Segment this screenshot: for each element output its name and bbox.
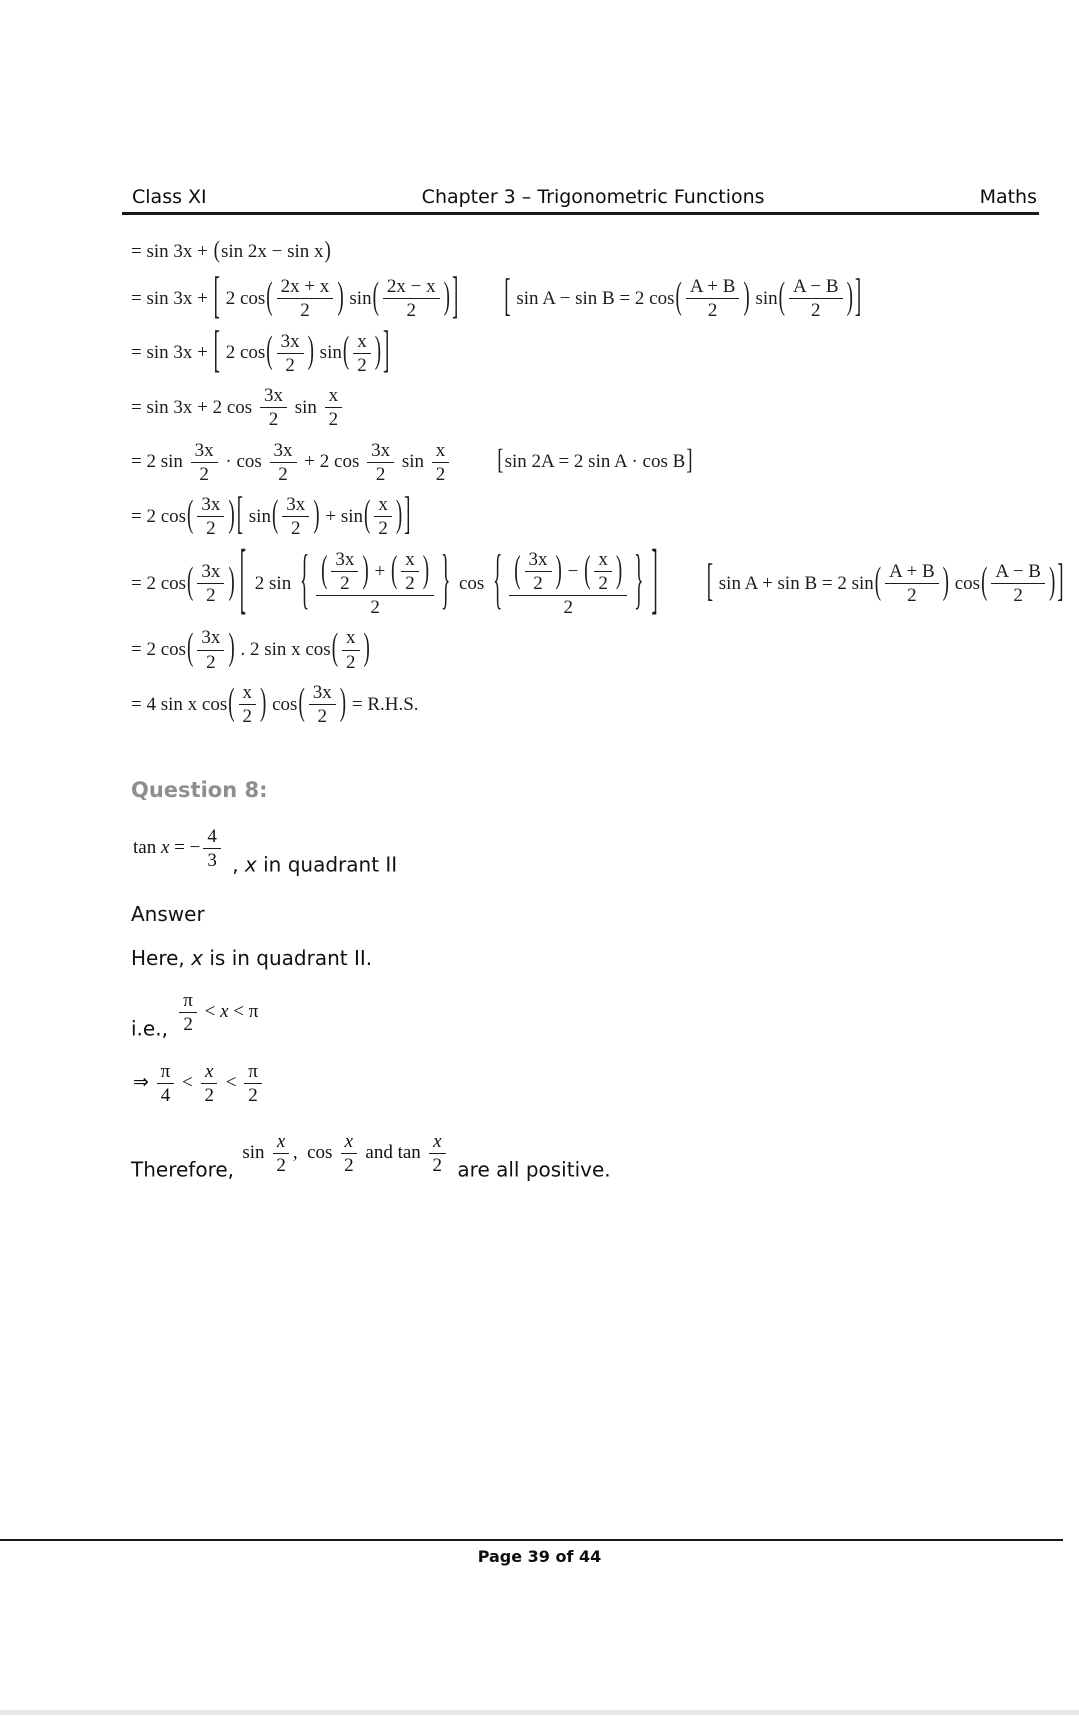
stretchy-bracket: ( — [390, 549, 398, 592]
derivation-row — [131, 489, 1059, 540]
math-text: 2 sin — [250, 572, 296, 594]
stretchy-bracket: ( — [187, 560, 194, 603]
math-text: sin — [244, 505, 271, 527]
math-text: 2 cos — [220, 342, 266, 364]
math-text: < — [177, 1071, 198, 1093]
stretchy-bracket: ] — [451, 268, 459, 325]
math-text: , — [225, 852, 245, 877]
answer-line-implies — [131, 1061, 1059, 1112]
math-text: + — [369, 560, 390, 582]
math-text: x — [220, 1001, 229, 1023]
stretchy-bracket: ) — [228, 627, 235, 670]
math-text: sin — [344, 287, 372, 309]
fraction: $\frac{3x}{2}$ — [197, 561, 224, 607]
stretchy-bracket: { — [493, 544, 503, 618]
fraction: $\frac{3x}{2}$ — [282, 494, 309, 540]
fraction: $\frac{3x}{2}$ — [525, 549, 552, 595]
math-text: sin 2A = 2 sin A · cos B — [504, 451, 686, 473]
fraction: $\frac{x}{2}$ — [325, 385, 343, 431]
fraction: $\frac{3x}{2}$ — [197, 494, 224, 540]
math-text: = 4 sin x cos — [131, 693, 228, 715]
equation-step — [131, 682, 419, 728]
math-text: 2 cos — [220, 287, 266, 309]
stretchy-bracket: ( — [266, 330, 273, 373]
math-text: sin 2x − sin x — [220, 241, 324, 262]
stretchy-bracket: ( — [187, 627, 194, 670]
math-text: + sin — [320, 505, 364, 527]
math-text: x — [276, 1131, 286, 1153]
math-text: x — [160, 836, 170, 858]
stretchy-bracket: { — [299, 544, 310, 618]
math-text: = sin 3x + — [131, 287, 213, 309]
stretchy-bracket: ( — [675, 275, 682, 318]
stretchy-bracket: [ — [213, 322, 220, 380]
page-number: Page 39 of 44 — [477, 1547, 602, 1566]
stretchy-bracket: ( — [266, 275, 273, 318]
stretchy-bracket: ) — [228, 493, 235, 536]
header-chapter-title: Chapter 3 – Trigonometric Functions — [421, 186, 765, 208]
derivation-row — [131, 627, 1059, 673]
derivation-row — [131, 385, 1059, 431]
question-given-line — [131, 826, 1059, 877]
fraction: $\frac{x}{2}$ — [374, 494, 392, 540]
equation-step — [131, 489, 412, 540]
stretchy-bracket: [ — [504, 271, 511, 322]
stretchy-bracket: ) — [743, 275, 750, 318]
stretchy-bracket: ] — [686, 444, 693, 477]
fraction: $\frac{x}{2}$ — [432, 440, 450, 486]
stretchy-bracket: ) — [1048, 560, 1056, 603]
derivation-row — [131, 268, 1059, 325]
fraction: $\frac{\pi}{2}$ — [244, 1061, 262, 1107]
math-text: sin — [314, 342, 342, 364]
stretchy-bracket: ( — [331, 627, 339, 670]
math-text: in quadrant II — [256, 852, 398, 877]
stretchy-bracket: [ — [213, 268, 220, 325]
fraction: $\frac{3x}{2}$ — [260, 385, 287, 431]
math-text: = R.H.S. — [347, 693, 419, 715]
answer-line-therefore — [131, 1131, 1059, 1182]
math-text: = − — [169, 836, 201, 858]
math-text: is in quadrant II. — [203, 946, 373, 971]
stretchy-bracket: ) — [615, 549, 623, 592]
page-content — [131, 236, 1064, 1182]
math-text: tan — [133, 836, 161, 858]
equation-step — [131, 536, 662, 625]
math-text: sin — [242, 1142, 270, 1164]
math-text: = 2 cos — [131, 505, 187, 527]
footer-rule — [0, 1539, 1063, 1541]
fraction: $\frac{x}{2}$ — [342, 627, 360, 673]
inline-math — [131, 826, 226, 872]
fraction: $\frac{3x}{2}$ — [309, 682, 336, 728]
fraction: $\frac{3x}{2}$ — [331, 549, 358, 595]
page-header — [122, 186, 1039, 215]
stretchy-bracket: ( — [321, 549, 328, 592]
stretchy-bracket: ( — [364, 493, 371, 536]
math-text: , cos — [292, 1142, 338, 1164]
math-text: cos — [267, 693, 298, 715]
fraction: $\frac{x}{2}$ — [353, 331, 371, 377]
stretchy-bracket: ) — [942, 560, 949, 603]
stretchy-bracket: ( — [342, 330, 350, 373]
fraction: $\frac{3x}{2}$ — [277, 331, 304, 377]
equation-step — [131, 322, 390, 380]
math-text: · cos — [220, 451, 267, 473]
fraction: $\frac{x}{2}$ — [594, 549, 612, 595]
derivation-row — [131, 322, 1059, 380]
fraction: $\frac{3x}{2}$ — [367, 440, 394, 486]
stretchy-bracket: } — [441, 544, 451, 618]
math-text: Here, — [131, 946, 192, 971]
math-text: x — [205, 1060, 214, 1082]
equation-step — [131, 385, 345, 431]
stretchy-bracket: ( — [298, 681, 305, 724]
math-text: x — [344, 1131, 354, 1153]
math-text: + 2 cos — [299, 451, 365, 473]
math-text: = 2 sin — [131, 451, 188, 473]
math-text: cos — [454, 572, 490, 594]
fraction: $\frac{2x + x}{2}$ — [277, 276, 334, 322]
stretchy-bracket: ( — [514, 549, 521, 592]
math-text: sin — [289, 396, 322, 418]
stretchy-bracket: ( — [228, 681, 235, 724]
stretchy-bracket: ( — [271, 493, 279, 536]
stretchy-bracket: ) — [307, 330, 314, 373]
derivation-block — [131, 236, 1064, 728]
math-text: sin — [397, 451, 429, 473]
stretchy-bracket: [ — [236, 489, 244, 540]
math-text: = sin 3x + — [131, 342, 213, 364]
math-text: and tan — [360, 1142, 426, 1164]
stretchy-bracket: ] — [854, 271, 862, 322]
math-text: = sin 3x + 2 cos — [131, 396, 257, 418]
stretchy-bracket: ( — [584, 549, 591, 592]
stretchy-bracket: ] — [404, 489, 411, 540]
fraction: $\frac{A + B}{2}$ — [686, 276, 740, 322]
stretchy-bracket: ) — [260, 681, 267, 724]
math-text: = 2 cos — [131, 639, 187, 661]
answer-line-ie — [131, 990, 1059, 1041]
fraction: $\frac{x}{2}$ — [200, 1061, 218, 1107]
stretchy-bracket: ) — [846, 275, 853, 318]
math-text: < — [199, 1001, 221, 1023]
math-text: Therefore, — [131, 1157, 241, 1182]
stretchy-bracket: ) — [395, 493, 403, 536]
inline-math — [240, 1131, 451, 1177]
fraction: $\frac{x}{2}$ — [429, 1131, 447, 1177]
stretchy-bracket: ) — [422, 549, 430, 592]
stretchy-bracket: ) — [362, 549, 369, 592]
math-text: x — [433, 1131, 442, 1153]
fraction: $\frac{x}{2}$ — [272, 1131, 290, 1177]
math-text: x — [191, 946, 203, 971]
math-text: = sin 3x + — [131, 241, 213, 262]
math-text: sin — [750, 287, 778, 309]
identity-note — [706, 556, 1065, 607]
stretchy-bracket: ) — [555, 549, 562, 592]
question-heading: Question 8: — [131, 777, 268, 802]
fraction: ( $\frac{3x}{2}$ ) − ( $\frac{x}{2}$ ) 2 — [509, 549, 627, 619]
stretchy-bracket: ( — [981, 560, 988, 603]
fraction: $\frac{3x}{2}$ — [270, 440, 297, 486]
fraction: $\frac{A - B}{2}$ — [991, 561, 1045, 607]
fraction: $\frac{\pi}{2}$ — [179, 990, 197, 1036]
math-text: x — [244, 852, 257, 877]
answer-label: Answer — [131, 902, 205, 927]
stretchy-bracket: ( — [778, 275, 785, 318]
stretchy-bracket: [ — [239, 536, 247, 625]
equation-step — [131, 440, 452, 486]
math-text: are all positive. — [451, 1157, 611, 1182]
header-subject-label: Maths — [979, 186, 1037, 208]
fraction: $\frac{3x}{2}$ — [191, 440, 218, 486]
math-text: . 2 sin x cos — [235, 639, 331, 661]
inline-math — [174, 990, 260, 1036]
stretchy-bracket: [ — [706, 556, 714, 607]
fraction: $\frac{\pi}{4}$ — [157, 1061, 175, 1107]
math-text: sin A − sin B = 2 cos — [511, 287, 675, 309]
page-bottom-edge — [0, 1710, 1079, 1715]
header-class-label: Class XI — [132, 186, 207, 208]
fraction: $\frac{2x - x}{2}$ — [383, 276, 440, 322]
derivation-row — [131, 682, 1059, 728]
stretchy-bracket: ( — [213, 236, 220, 264]
stretchy-bracket: ) — [339, 681, 347, 724]
stretchy-bracket: ) — [337, 275, 344, 318]
stretchy-bracket: ) — [228, 560, 235, 603]
inline-math — [131, 1061, 267, 1107]
stretchy-bracket: ( — [874, 560, 882, 603]
math-text: i.e., — [131, 1016, 175, 1041]
answer-line-quadrant — [131, 946, 1059, 970]
fraction: $\frac{x}{2}$ — [340, 1131, 358, 1177]
identity-note — [503, 271, 862, 322]
fraction: $\frac{x}{2}$ — [239, 682, 257, 728]
stretchy-bracket: ) — [443, 275, 450, 318]
equation-step — [131, 268, 459, 325]
stretchy-bracket: ) — [363, 627, 370, 670]
equation-step — [131, 627, 371, 673]
stretchy-bracket: ] — [651, 536, 658, 625]
derivation-row — [131, 237, 1059, 267]
math-text: < π — [228, 1001, 259, 1023]
stretchy-bracket: ) — [324, 236, 331, 264]
math-text: ⇒ — [133, 1071, 154, 1093]
stretchy-bracket: ( — [372, 275, 379, 318]
math-text: sin A + sin B = 2 sin — [714, 572, 874, 594]
stretchy-bracket: } — [634, 544, 644, 618]
fraction: $\frac{3x}{2}$ — [197, 627, 224, 673]
fraction: $\frac{4}{3}$ — [203, 826, 221, 872]
fraction: ( $\frac{3x}{2}$ ) + ( $\frac{x}{2}$ ) 2 — [316, 549, 434, 619]
math-text: < — [220, 1071, 242, 1093]
math-text: cos — [949, 572, 981, 594]
derivation-row — [131, 440, 1059, 486]
stretchy-bracket: ) — [374, 330, 382, 373]
math-text: − — [562, 560, 584, 582]
math-text: = 2 cos — [131, 572, 187, 594]
stretchy-bracket: ] — [1057, 556, 1064, 607]
stretchy-bracket: [ — [497, 444, 504, 477]
stretchy-bracket: ) — [313, 493, 320, 536]
stretchy-bracket: ( — [187, 493, 194, 536]
fraction: $\frac{A - B}{2}$ — [789, 276, 843, 322]
equation-step — [131, 236, 332, 264]
derivation-row — [131, 536, 1064, 625]
fraction: $\frac{x}{2}$ — [401, 549, 419, 595]
identity-note — [496, 444, 693, 477]
fraction: $\frac{A + B}{2}$ — [885, 561, 939, 607]
stretchy-bracket: ] — [383, 322, 390, 380]
